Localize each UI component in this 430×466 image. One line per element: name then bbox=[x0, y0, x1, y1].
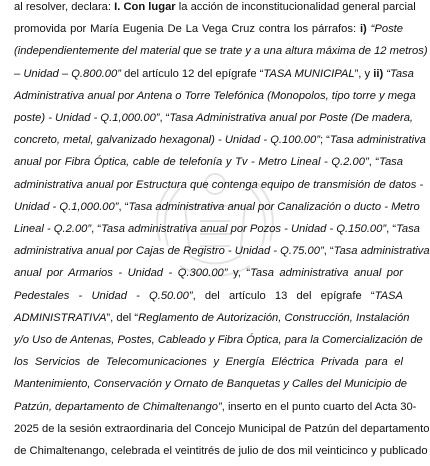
text-run: Mantenimiento, Conservación y Ornato de Banquetas y Calles del Municipio de bbox=[14, 378, 408, 391]
text-run: – Unidad – Q.800.00” bbox=[14, 67, 121, 80]
text-run: TASA MUNICIPAL bbox=[263, 67, 355, 80]
text-run: al resolver, declara: bbox=[14, 1, 115, 13]
text-run: , inserto en el punto cuarto del Acta 30- bbox=[221, 400, 417, 413]
text-run: Administrativa anual por Antena o Torre Telefónica (Monopolos, tipo torre y mega bbox=[14, 89, 416, 102]
text-run: administrativa anual por Estructura que contenga equipo de transmisión de datos - bbox=[14, 178, 424, 191]
text-run: ”, del “ bbox=[106, 311, 139, 324]
text-run: , “ bbox=[91, 223, 102, 236]
text-run: Tasa administrativa bbox=[333, 245, 430, 258]
text-line bbox=[14, 174, 424, 196]
text-run: I. Con lugar bbox=[114, 1, 176, 13]
text-run: Tasa administrativa bbox=[329, 134, 426, 147]
text-line bbox=[14, 418, 430, 440]
text-run: poste) - Unidad - Q.1,000.00” bbox=[14, 112, 160, 125]
text-run: y, “ bbox=[227, 267, 251, 280]
text-run: ii) bbox=[373, 67, 384, 80]
text-line bbox=[14, 196, 420, 218]
text-run: , “ bbox=[386, 223, 397, 236]
text-line bbox=[14, 129, 426, 151]
text-run: Unidad - Q.1,000.00” bbox=[14, 200, 119, 213]
text-run: TASA bbox=[374, 289, 403, 302]
text-line bbox=[14, 218, 420, 240]
text-run: Tasa administrativa anual por bbox=[250, 267, 403, 280]
text-line bbox=[14, 307, 410, 329]
text-run: del artículo 12 del epígrafe “ bbox=[120, 67, 264, 80]
text-line bbox=[14, 0, 416, 18]
text-run: anual por Armarios - Unidad - Q.300.00” bbox=[14, 267, 228, 280]
text-run: Tasa administrativa anual por Canalización o ducto - Metro bbox=[128, 200, 420, 213]
text-line bbox=[14, 396, 417, 418]
text-run: y/o Uso de Antenas, Postes, Cableado y Fibra Óptica, para la Comercialización de bbox=[14, 334, 423, 347]
text-run: Tasa Administrativa anual por Poste (De madera, bbox=[169, 112, 414, 125]
text-run: , “ bbox=[368, 156, 380, 169]
text-run: ; “ bbox=[319, 134, 330, 147]
text-line bbox=[14, 285, 403, 307]
text-run: anual por Fibra Óptica, cable de telefonía y Tv - Metro Lineal - Q.2.00” bbox=[14, 156, 369, 169]
text-run: i) bbox=[359, 23, 367, 36]
text-line bbox=[14, 18, 403, 40]
text-run: la acción de inconstitucionalidad general parcial bbox=[175, 1, 416, 13]
text-line bbox=[14, 151, 403, 173]
text-run: los Servicios de Telecomunicaciones y Energía Eléctrica Privada para el bbox=[14, 356, 403, 369]
text-run: administrativa anual por Cajas de Registro - Unidad - Q.75.00” bbox=[14, 245, 324, 258]
text-run: ”, y bbox=[354, 67, 374, 80]
text-line bbox=[14, 351, 403, 373]
text-line bbox=[14, 85, 416, 107]
text-run: promovida por María Eugenia De La Vega Cruz contra los párrafos: bbox=[14, 23, 360, 36]
text-line bbox=[14, 40, 428, 62]
text-run: , “ bbox=[118, 200, 129, 213]
text-run: , “ bbox=[159, 112, 170, 125]
text-run: “Poste bbox=[366, 23, 403, 36]
text-run: , del artículo 13 del epígrafe “ bbox=[192, 289, 375, 302]
document-text bbox=[14, 0, 430, 462]
text-line bbox=[14, 329, 423, 351]
text-line bbox=[14, 373, 408, 395]
text-run: Pedestales - Unidad - Q.50.00” bbox=[14, 289, 193, 302]
text-line bbox=[14, 63, 414, 85]
text-run: Lineal - Q.2.00” bbox=[14, 223, 92, 236]
text-run: concreto, metal, galvanizado hexagonal) - Unidad - Q.100.00” bbox=[14, 134, 320, 147]
text-run: Tasa bbox=[379, 156, 403, 169]
text-run: ADMINISTRATIVA bbox=[14, 311, 107, 324]
text-run: Tasa bbox=[396, 223, 420, 236]
text-run: , “ bbox=[323, 245, 334, 258]
text-run: Reglamento de Autorización, Construcción, Instalación bbox=[138, 311, 410, 324]
text-run: 2025 de la sesión extraordinaria del Concejo Municipal de Patzún del departamento bbox=[14, 422, 430, 435]
text-line bbox=[14, 440, 428, 462]
text-line bbox=[14, 240, 430, 262]
text-run: “Tasa bbox=[383, 67, 414, 80]
text-line bbox=[14, 107, 414, 129]
text-line bbox=[14, 262, 403, 284]
text-run: Tasa administrativa anual por Pozos - Unidad - Q.150.00” bbox=[101, 223, 387, 236]
text-run: (independientemente del material que se trate y a una altura máxima de 12 metros) bbox=[14, 45, 428, 58]
text-run: de Chimaltenango, celebrada el veintitrés de julio de dos mil veinticinco y publicado bbox=[14, 445, 428, 458]
text-run: Patzún, departamento de Chimaltenango” bbox=[14, 400, 222, 413]
